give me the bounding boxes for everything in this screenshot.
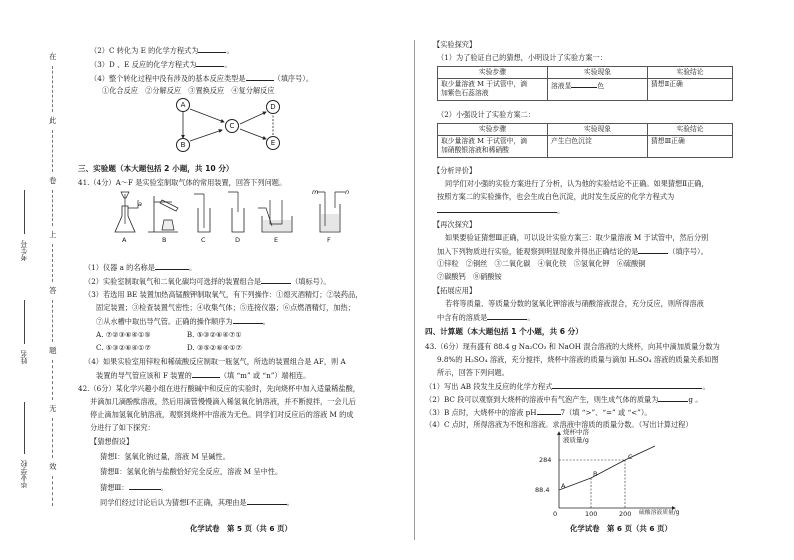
- graph-point-b: B: [593, 470, 598, 478]
- question-41-1: （1）仪器 a 的名称是 。: [84, 263, 197, 272]
- answer-blank[interactable]: [155, 262, 189, 270]
- binding-dash: [52, 300, 53, 342]
- option-c[interactable]: C. ⑤③②⑥④①⑦: [96, 343, 151, 352]
- question-43-2: （2）BC 段可以观察到大烧杯的溶液中有气泡产生，则生成气体的质量为 g 。: [425, 395, 703, 404]
- question-42-line1: 42.（6分）某化学兴趣小组在进行酸碱中和反应的实验时，先向烧杯中加入适量稀盐酸，: [78, 384, 360, 393]
- graph-point-c: C: [628, 453, 633, 461]
- table-header: 实验结论: [648, 124, 733, 136]
- node-b: B: [176, 138, 190, 152]
- question-41-3-line1: （3）若选用 BE 装置加热高锰酸钾制取氧气，有下列操作：①熄灭酒精灯；②装药品，: [84, 290, 363, 299]
- binding-dash: [52, 418, 53, 458]
- port-m-label: m: [312, 188, 319, 196]
- binding-dash: [52, 66, 53, 112]
- name-label: 姓名: [20, 350, 28, 364]
- apparatus-label-e: E: [274, 236, 279, 244]
- again-options-2: ⑦碳酸钙 ⑧硝酸铵: [437, 272, 502, 281]
- hypothesis-2: 猜想Ⅱ：氢氧化钠与盐酸恰好完全反应，溶液 M 呈中性。: [100, 467, 283, 476]
- school-label: 毕业学校: [20, 460, 28, 488]
- table-cell: 猜想Ⅲ正确: [648, 136, 733, 157]
- explore-title: 【实验探究】: [433, 40, 477, 49]
- apparatus-drawings: [112, 188, 372, 236]
- answer-blank[interactable]: [233, 316, 263, 324]
- answer-blank[interactable]: [658, 394, 688, 402]
- answer-blank[interactable]: [571, 80, 597, 88]
- question-40-2: （2）C 转化为 E 的化学方程式为 。: [90, 46, 234, 55]
- answer-blank[interactable]: [196, 59, 224, 67]
- graph-ylabel-1: 烧杯中溶: [563, 428, 589, 436]
- binding-dash: [52, 190, 53, 226]
- question-42-line3: 停止滴加氢氧化钠溶液，观察到烧杯中溶液为无色。同学们对反应后的溶液 M 的成: [90, 410, 354, 419]
- table-cell: 产生白色沉淀: [548, 136, 648, 157]
- name-line: [24, 300, 25, 344]
- table-cell: 溶液显 色: [548, 79, 648, 100]
- page-6-footer: 化学试卷 第 6 页（共 6 页）: [570, 524, 672, 533]
- plan-1-table: [437, 66, 733, 101]
- binding-char: 上: [49, 230, 57, 239]
- transformation-diagram: [172, 96, 292, 156]
- binding-char: 题: [49, 346, 57, 355]
- page-5: [72, 36, 402, 536]
- mass-graph: [535, 428, 705, 520]
- explore-plan-1: （1）为了验证自己的猜想，小明设计了实验方案一：: [437, 53, 607, 62]
- question-41-3-line2: 固定装置；③检查装置气密性；④收集气体；⑤连接仪器；⑥点燃酒精灯，加热；: [96, 303, 355, 312]
- table-header: 实验步骤: [438, 67, 548, 79]
- evaluation-line1: 同学们对小强的实验方案进行了分析，认为他的实验结论不正确。如果猜想Ⅱ正确，: [445, 179, 709, 188]
- answer-blank[interactable]: [192, 370, 220, 378]
- again-line2: 加入下列物质进行实验，能观察到明显现象并得出正确结论的是 （填序号）。: [437, 247, 708, 256]
- graph-point-a: A: [561, 482, 566, 490]
- hypothesis-1: 猜想Ⅰ：氢氧化钠过量，溶液 M 呈碱性。: [100, 452, 230, 461]
- table-header: 实验现象: [548, 67, 648, 79]
- question-41-4-line1: （4）如果实验室用锌粒和稀硫酸反应制取一瓶氢气，所选的装置组合是 AF，则 A: [84, 357, 346, 366]
- question-40-4-options: ①化合反应 ②分解反应 ③置换反应 ④复分解反应: [102, 86, 275, 95]
- apparatus-label-f: F: [327, 236, 331, 244]
- graph-xtick-100: 100: [585, 510, 598, 518]
- binding-char: 无: [49, 404, 57, 413]
- question-43-4: （4）C 点时，所得溶液为不饱和溶液。求溶液中溶质的质量分数。（写出计算过程）: [425, 420, 693, 429]
- apparatus-figure: [112, 188, 372, 244]
- option-a[interactable]: A. ⑦②③⑥④①⑤: [96, 330, 151, 339]
- question-43-line2: 9.8%的 H₂SO₄ 溶液，充分搅拌，烧杯中溶液的质量与滴加 H₂SO₄ 溶液的质量关系如图: [437, 355, 719, 364]
- binding-char: 答: [49, 286, 57, 295]
- table-cell: 取少量溶液 M 于试管中，滴 加硝酸银溶液和稀硝酸: [438, 136, 548, 157]
- node-c: C: [225, 119, 239, 133]
- question-42-line2: 并滴加几滴酚酞溶液，然后用滴管慢慢滴入稀氢氧化钠溶液，并不断搅拌，一会儿后: [90, 397, 356, 406]
- option-b[interactable]: B. ⑤③②⑥④⑦①: [186, 330, 242, 339]
- table-header: 实验步骤: [438, 124, 548, 136]
- graph-ytick-284: 284: [539, 456, 552, 464]
- binding-dash: [52, 130, 53, 172]
- binding-char: 卷: [49, 176, 57, 185]
- question-41-3-line3: ⑦从水槽中取出导气管。正确的操作顺序为 。: [96, 317, 270, 326]
- answer-blank[interactable]: [552, 381, 702, 389]
- table-cell: 取少量溶液 M 于试管中，滴 加紫色石蕊溶液: [438, 79, 548, 100]
- answer-blank[interactable]: [638, 246, 668, 254]
- apparatus-label-d: D: [235, 236, 241, 244]
- answer-blank[interactable]: [261, 276, 291, 284]
- option-d[interactable]: D. ③⑤②⑥④①⑦: [186, 343, 243, 352]
- port-n-label: n: [345, 188, 350, 196]
- apparatus-label-a: A: [122, 236, 127, 244]
- plan-2-table: [437, 123, 733, 158]
- hypothesis-title: 【猜想假设】: [90, 437, 134, 446]
- candidate-number-label: 考生号: [20, 240, 28, 261]
- instrument-a-mark: a: [138, 200, 142, 208]
- table-header: 实验现象: [548, 124, 648, 136]
- again-line1: 如果要验证猜想Ⅲ正确，可以设计实验方案三：取少量溶液 M 于试管中，然后分别: [445, 233, 709, 242]
- answer-blank[interactable]: [487, 312, 527, 320]
- page-divider: [414, 40, 415, 540]
- question-40-3: （3）D 、E 反应的化学方程式为 。: [90, 60, 232, 69]
- evaluation-line3: 。: [437, 205, 564, 216]
- page-5-footer: 化学试卷 第 5 页（共 6 页）: [190, 524, 292, 533]
- binding-dash: [52, 244, 53, 282]
- binding-dash: [52, 360, 53, 400]
- binding-dash: [52, 476, 53, 506]
- extension-title: 【拓展应用】: [433, 286, 477, 295]
- extension-line2: 中含有的溶质是 。: [437, 313, 535, 322]
- question-43-3: （3）B 点时，大烧杯中的溶液 pH 7（填 “>”、“=” 或 “<”）。: [425, 408, 652, 417]
- again-title: 【再次探究】: [433, 220, 477, 229]
- question-41-stem: 41.（4分）A～F 是实验室制取气体的常用装置，回答下列问题。: [78, 178, 287, 187]
- question-41-3-options-row2: [96, 343, 242, 353]
- section-4-title: 四、计算题（本大题包括 1 个小题，共 6 分）: [425, 327, 583, 336]
- graph-xtick-0: 0: [553, 510, 558, 518]
- section-3-title: 三、实验题（本大题包括 2 小题，共 10 分）: [78, 164, 234, 173]
- answer-blank[interactable]: [437, 205, 557, 213]
- binding-char: 此: [49, 116, 57, 125]
- graph-ylabel-2: 液质量/g: [563, 436, 589, 444]
- page-6: [425, 40, 765, 540]
- school-line: [24, 402, 25, 454]
- node-a: A: [176, 98, 190, 112]
- graph-ytick-88: 88.4: [535, 486, 550, 494]
- binding-margin: [0, 0, 72, 560]
- hypothesis-conclusion: 同学们经过讨论后认为猜想Ⅰ不正确，其理由是 。: [100, 498, 294, 507]
- graph-xtick-200: 200: [619, 510, 632, 518]
- answer-blank[interactable]: [247, 497, 287, 505]
- table-cell: 猜想Ⅱ正确: [648, 79, 733, 100]
- question-41-4-line2: 装置的导气管应该和 F 装置的 （填 “m” 或 “n”）端相连。: [96, 371, 311, 380]
- question-43-line1: 43.（6分）现有盛有 88.4 g Na₂CO₃ 和 NaOH 混合溶液的大烧杯，向其中滴加质量分数为: [425, 342, 720, 351]
- apparatus-label-b: B: [162, 236, 167, 244]
- again-options-1: ①锌粒 ②铜丝 ③二氧化碳 ④氧化铁 ⑤氢氧化钾 ⑥硫酸铜: [437, 259, 646, 268]
- question-42-line4: 分进行了如下探究：: [90, 423, 155, 432]
- binding-char: 在: [49, 52, 57, 61]
- evaluation-title: 【分析评价】: [433, 166, 477, 175]
- question-43-line3: 所示，回答下列问题。: [437, 368, 509, 377]
- question-43-1: （1）写出 AB 段发生反应的化学方程式 。: [425, 382, 710, 391]
- candidate-number-line: [24, 190, 25, 234]
- answer-blank[interactable]: [246, 73, 274, 81]
- answer-blank[interactable]: [537, 407, 561, 415]
- explore-plan-2: （2）小强设计了实验方案二：: [437, 110, 536, 119]
- table-header: 实验结论: [648, 67, 733, 79]
- graph-canvas: [535, 428, 705, 520]
- node-d: D: [266, 100, 280, 114]
- answer-blank[interactable]: [129, 482, 161, 490]
- question-41-2: （2）实验室制取氧气和二氧化碳均可选择的装置组合是 （填标号）。: [84, 277, 331, 286]
- question-41-3-options-row1: [96, 330, 242, 340]
- question-40-4: （4）整个转化过程中没有涉及的基本反应类型是 （填序号）。: [90, 74, 314, 83]
- extension-line1: 若将等质量、等质量分数的氢氧化钾溶液与硝酸溶液混合，充分反应，则所得溶液: [445, 299, 704, 308]
- answer-blank[interactable]: [198, 45, 226, 53]
- hypothesis-3: 猜想Ⅲ： 。: [100, 483, 168, 492]
- apparatus-label-c: C: [201, 236, 206, 244]
- binding-char: 效: [49, 462, 57, 471]
- node-e: E: [266, 136, 280, 150]
- evaluation-line2: 按照方案二的实验操作，也会生成白色沉淀，此时发生反应的化学方程式为: [437, 192, 675, 201]
- graph-xlabel: 硫酸溶液质量/g: [639, 510, 680, 516]
